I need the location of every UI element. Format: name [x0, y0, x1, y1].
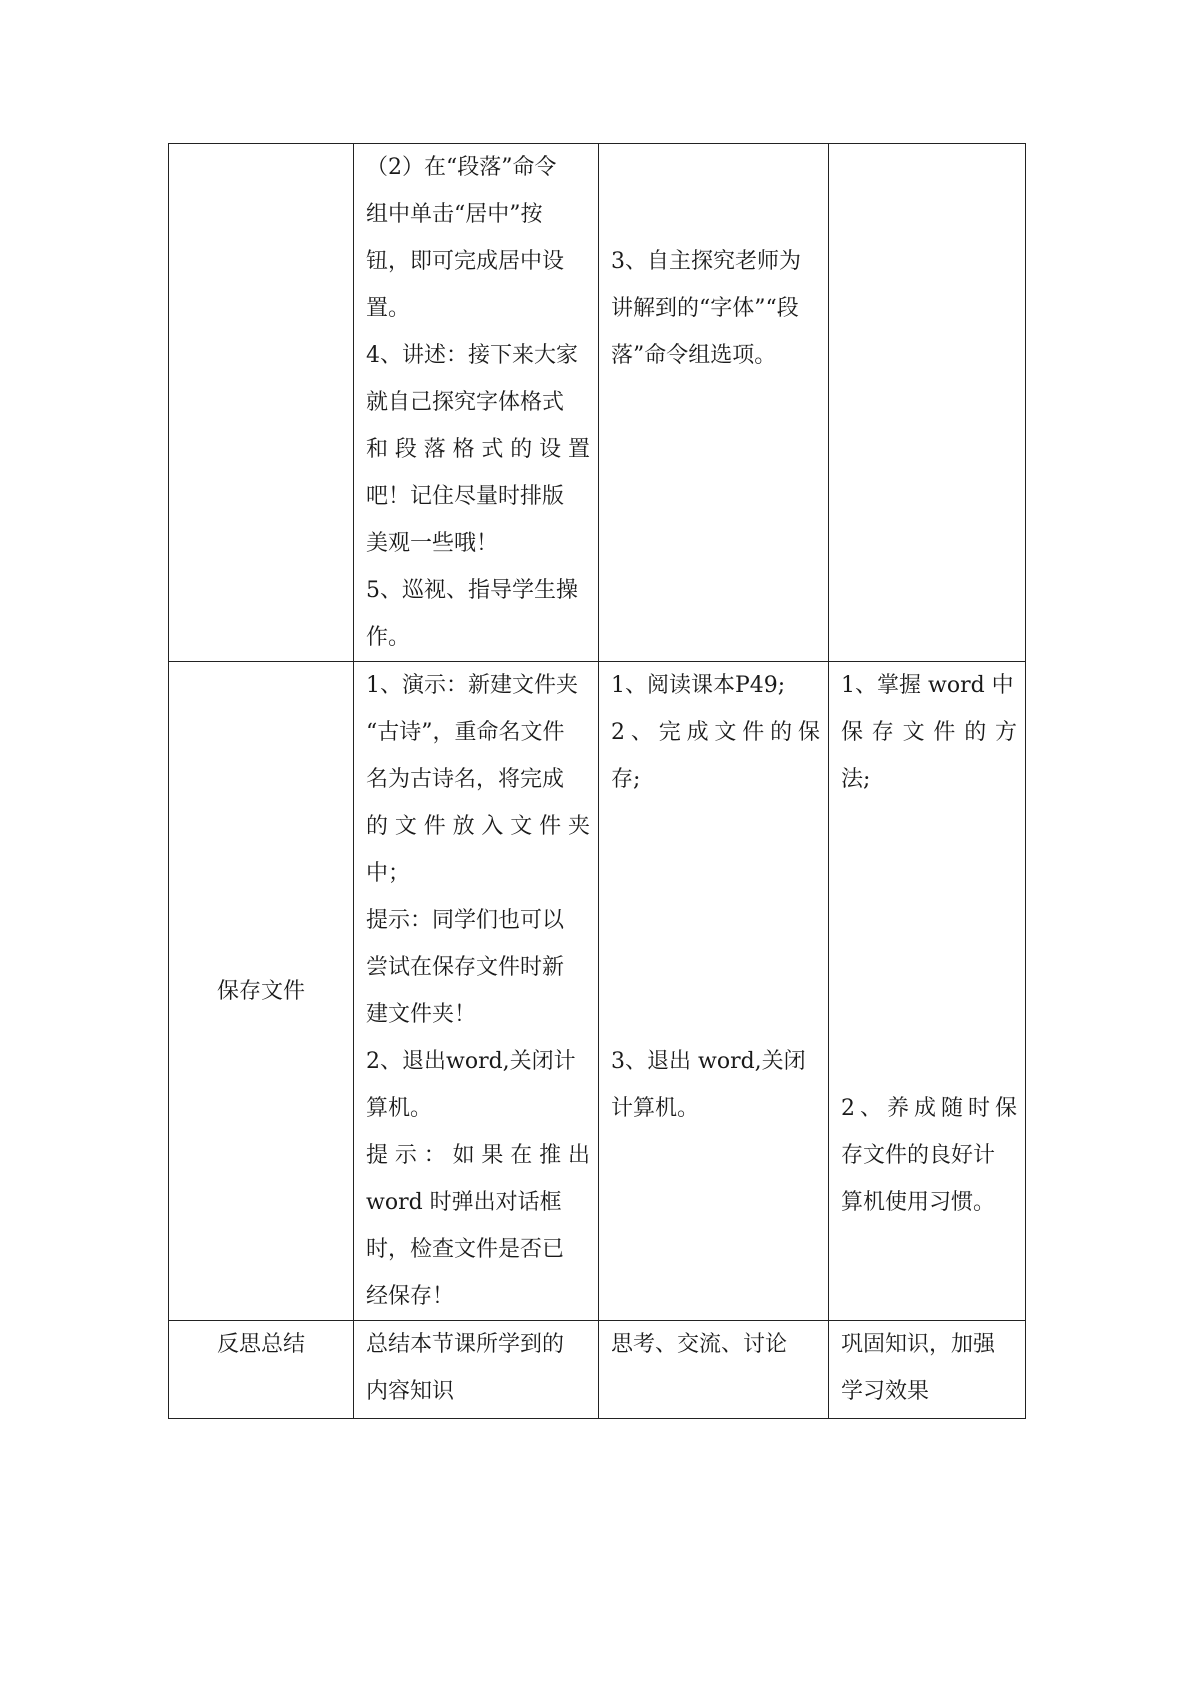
stage-cell: [169, 1321, 354, 1419]
table-row: [169, 1321, 1026, 1419]
teacher-line: 吧！记住尽量时排版: [366, 484, 565, 509]
student-line: 3、退出 word,关闭: [611, 1049, 806, 1074]
student-line: 讲解到的“字体”“段: [611, 296, 799, 321]
student-line: 存;: [611, 767, 641, 792]
teacher-line: 提示：如果在推出: [366, 1143, 590, 1168]
stage-label: 反思总结: [216, 1332, 305, 1357]
teacher-line: 1、演示：新建文件夹: [366, 673, 578, 698]
teacher-line: 名为古诗名，将完成: [366, 767, 565, 792]
table-row: [169, 662, 1026, 1321]
teacher-line: 置。: [366, 296, 411, 321]
intent-line: 1、掌握 word 中: [841, 673, 1014, 698]
lesson-plan-table: [168, 143, 1026, 1419]
spacer: [841, 1038, 1017, 1085]
teacher-line: （2）在“段落”命令: [366, 155, 557, 180]
spacer: [611, 897, 820, 944]
teacher-activity-cell: [354, 662, 599, 1321]
teacher-line: 钮，即可完成居中设: [366, 249, 565, 274]
teacher-line: 算机。: [366, 1096, 433, 1121]
teacher-line: “古诗”，重命名文件: [366, 720, 565, 745]
spacer: [611, 850, 820, 897]
design-intent-cell: [829, 1321, 1026, 1419]
spacer: [841, 897, 1017, 944]
teacher-line: 经保存！: [366, 1284, 455, 1309]
table-row: [169, 144, 1026, 662]
teacher-line: 和段落格式的设置: [366, 437, 590, 462]
student-line: 2、完成文件的保: [611, 720, 820, 745]
intent-line: 2、养成随时保: [841, 1096, 1017, 1121]
teacher-line: 4、讲述：接下来大家: [366, 343, 578, 368]
spacer: [841, 850, 1017, 897]
student-line: 1、阅读课本P49;: [611, 673, 786, 698]
teacher-line: 中；: [366, 861, 411, 886]
teacher-line: 组中单击“居中”按: [366, 202, 543, 227]
teacher-line: 尝试在保存文件时新: [366, 955, 565, 980]
intent-line: 学习效果: [841, 1379, 930, 1404]
teacher-line: 提示：同学们也可以: [366, 908, 565, 933]
student-line: 思考、交流、讨论: [611, 1332, 788, 1357]
teacher-line: 2、退出word,关闭计: [366, 1049, 576, 1074]
intent-line: 巩固知识，加强: [841, 1332, 996, 1357]
stage-label: 保存文件: [216, 978, 305, 1004]
spacer: [611, 803, 820, 850]
spacer: [611, 944, 820, 991]
intent-line: 存文件的良好计: [841, 1143, 996, 1168]
intent-line: 法;: [841, 767, 871, 792]
student-activity-cell: [599, 1321, 829, 1419]
teacher-line: 5、巡视、指导学生操: [366, 578, 578, 603]
teacher-line: 作。: [366, 625, 411, 650]
design-intent-cell: [829, 662, 1026, 1321]
spacer: [611, 144, 820, 191]
spacer: [611, 191, 820, 238]
teacher-line: 建文件夹！: [366, 1002, 477, 1027]
spacer: [841, 803, 1017, 850]
spacer: [841, 991, 1017, 1038]
spacer: [841, 944, 1017, 991]
teacher-line: 美观一些哦！: [366, 531, 499, 556]
student-line: 3、自主探究老师为: [611, 249, 801, 274]
intent-line: 保存文件的方: [841, 720, 1017, 745]
student-activity-cell: [599, 662, 829, 1321]
teacher-activity-cell: [354, 1321, 599, 1419]
student-line: 计算机。: [611, 1096, 700, 1121]
teacher-line: 时，检查文件是否已: [366, 1237, 565, 1262]
spacer: [611, 991, 820, 1038]
student-activity-cell: [599, 144, 829, 662]
design-intent-cell: [829, 144, 1026, 662]
intent-line: 算机使用习惯。: [841, 1190, 996, 1215]
stage-cell: [169, 144, 354, 662]
teacher-line: 就自己探究字体格式: [366, 390, 565, 415]
teacher-line: 内容知识: [366, 1379, 455, 1404]
student-line: 落”命令组选项。: [611, 343, 777, 368]
teacher-line: 的文件放入文件夹: [366, 814, 590, 839]
teacher-line: 总结本节课所学到的: [366, 1332, 565, 1357]
teacher-line: word 时弹出对话框: [366, 1190, 562, 1215]
teacher-activity-cell: [354, 144, 599, 662]
stage-cell: [169, 662, 354, 1321]
